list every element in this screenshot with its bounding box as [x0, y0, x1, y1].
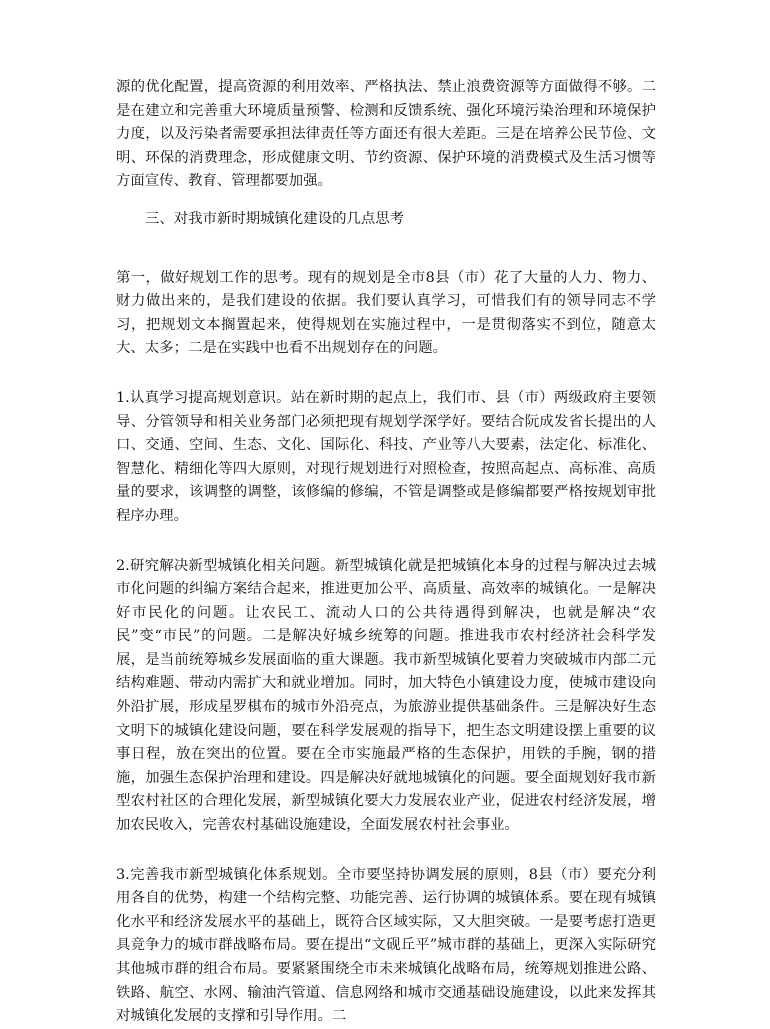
spacer: [116, 838, 656, 864]
spacer: [116, 194, 656, 208]
section-heading: 三、对我市新时期城镇化建设的几点思考: [145, 210, 405, 227]
paragraph-item-1: 1.认真学习提高规划意识。站在新时期的起点上，我们市、县（市）两级政府主要领导、分管领导和相关业务部门必须把现有规划学深学好。要结合阮成发省长提出的人口、交通、空间、生态、文化、国际化、科技、产业等八大要素，法定化、标准化、智慧化、精细化等四大原则，对现行规划进行对照检查，按照高起点、高标准、高质量的要求，该调整的调整，该修编的修编，不管是调整或是修编都要严格按规划审批程序办理。: [116, 389, 656, 524]
spacer: [116, 361, 656, 387]
spacer: [116, 529, 656, 555]
paragraph-planning: 第一，做好规划工作的思考。现有的规划是全市8县（市）花了大量的人力、物力、财力做出来的，是我们建设的依据。我们要认真学习，可惜我们有的领导同志不学习，把规划文本搁置起来，使得规划在实施过程中，一是贯彻落实不到位，随意太大、太多；二是在实践中也看不出规划存在的问题。: [116, 269, 656, 357]
paragraph-item-2: 2.研究解决新型城镇化相关问题。新型城镇化就是把城镇化本身的过程与解决过去城市化问题的纠编方案结合起来，推进更加公平、高质量、高效率的城镇化。一是解决好市民化的问题。让农民工、流动人口的公共待遇得到解决，也就是解决“农民”变“市民”的问题。二是解决好城乡统筹的问题。推进我市农村经济社会科学发展，是当前统筹城乡发展面临的重大课题。我市新型城镇化要着力突破城市内部二元结构难题、带动内需扩大和就业增加。同时，加大特色小镇建设力度，使城市建设向外沿扩展，形成星罗棋布的城市外沿亮点，为旅游业提供基础条件。三是解决好生态文明下的城镇化建设问题，要在科学发展观的指导下，把生态文明建设摆上重要的议事日程，放在突出的位置。要在全市实施最严格的生态保护，用铁的手腕，钢的措施，加强生态保护治理和建设。四是解决好就地城镇化的问题。要全面规划好我市新型农村社区的合理化发展，新型城镇化要大力发展农业产业，促进农村经济发展，增加农民收入，完善农村基础设施建设，全面发展农村社会事业。: [116, 557, 656, 834]
paragraph-item-3: 3.完善我市新型城镇化体系规划。全市要坚持协调发展的原则，8县（市）要充分利用各自的优势，构建一个结构完整、功能完善、运行协调的城镇体系。要在现有城镇化水平和经济发展水平的基础上，既符合区域实际，又大胆突破。一是要考虑打造更具竞争力的城市群战略布局。要在提出“文砚丘平”城市群的基础上，更深入实际研究其他城市群的组合布局。要紧紧围绕全市未来城镇化战略布局，统筹规划推进公路、铁路、航空、水网、输油汽管道、信息网络和城市交通基础设施建设，以此来发挥其对城镇化发展的支撑和引导作用。二: [116, 866, 656, 1025]
spacer: [116, 232, 656, 267]
document-page: [116, 76, 656, 1029]
paragraph-environment: 源的优化配置，提高资源的利用效率、严格执法、禁止浪费资源等方面做得不够。二是在建立和完善重大环境质量预警、检测和反馈系统、强化环境污染治理和环境保护力度，以及污染者需要承担法律责任等方面还有很大差距。三是在培养公民节俭、文明、环保的消费理念，形成健康文明、节约资源、保护环境的消费模式及生活习惯等方面宣传、教育、管理都要加强。: [116, 79, 656, 190]
